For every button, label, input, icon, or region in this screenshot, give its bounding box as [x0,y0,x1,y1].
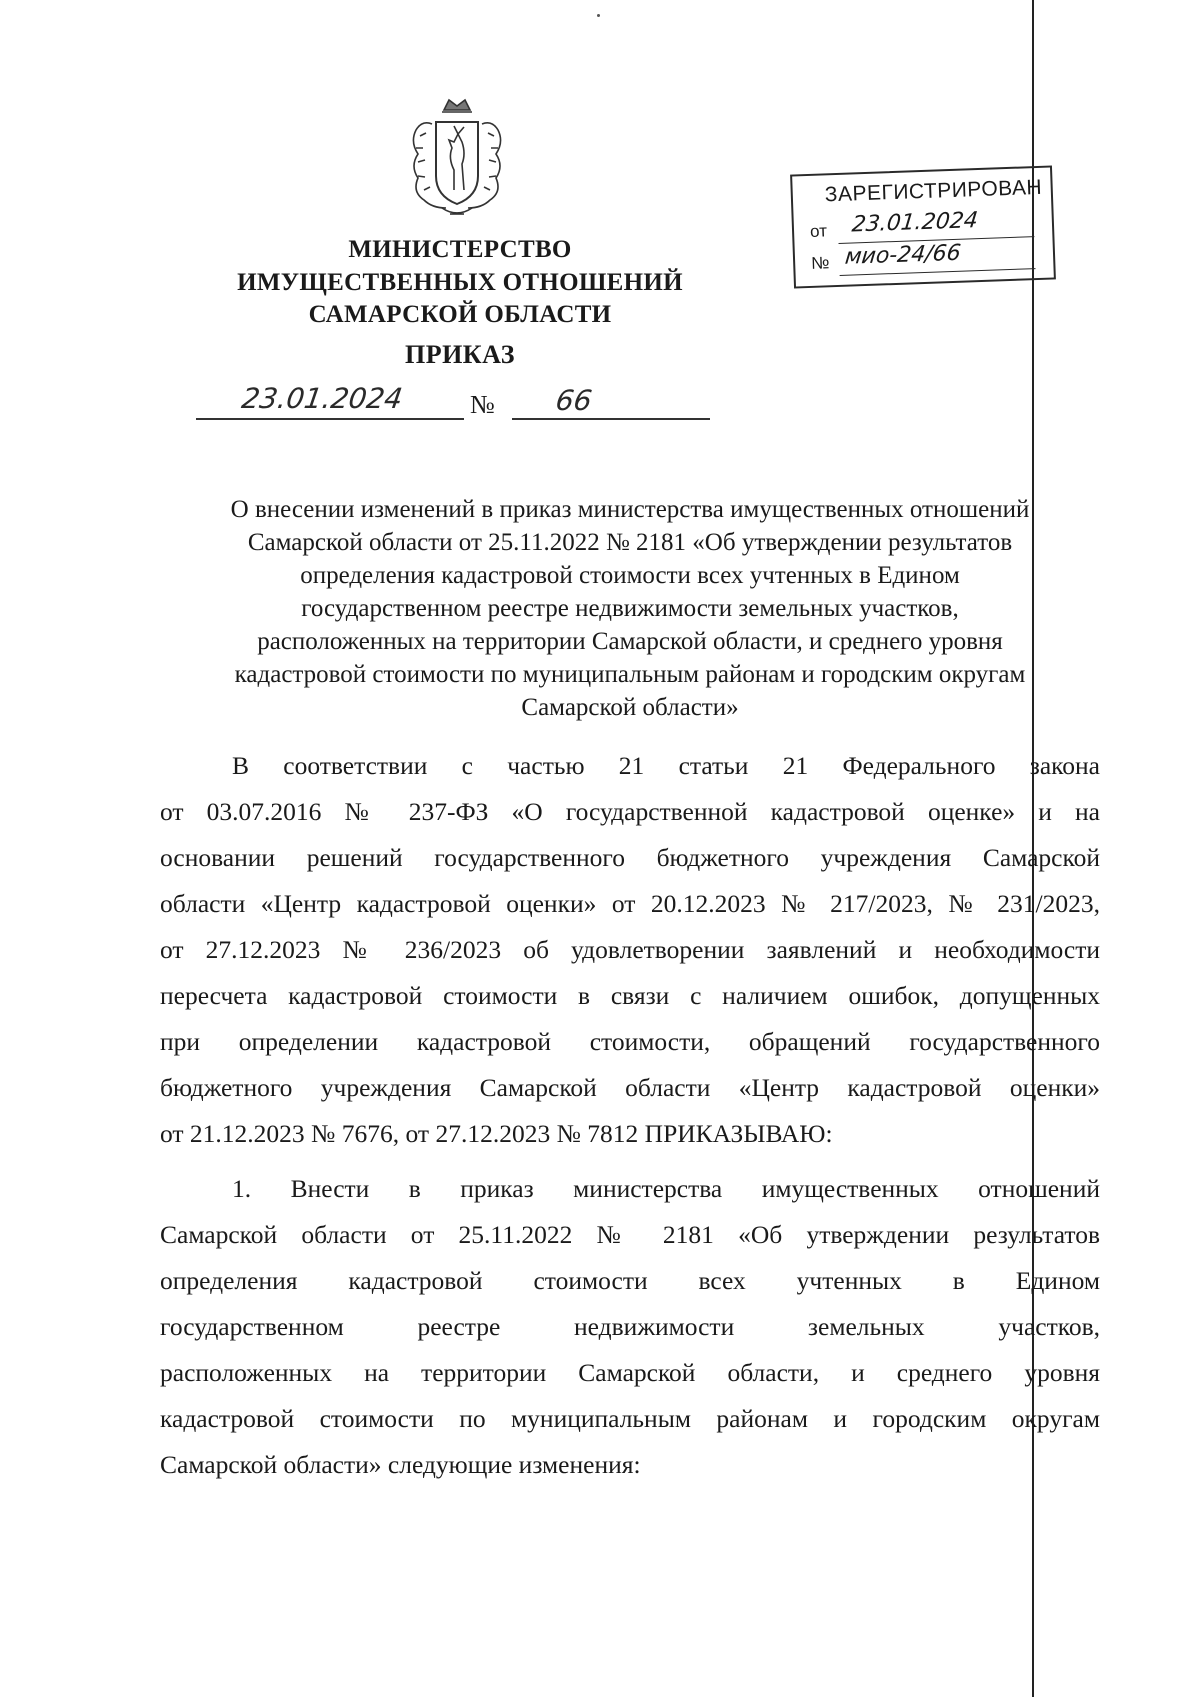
subject-line: расположенных на территории Самарской области, и среднего уровня [257,628,1003,655]
coat-of-arms-icon [402,96,512,224]
stamp-title: ЗАРЕГИСТРИРОВАН [824,175,1043,207]
body-line: определения кадастровой стоимости всех учтенных в Едином [160,1266,1100,1295]
body-line: В соответствии с частью 21 статьи 21 Федерального закона [232,751,1100,780]
body-line: от 03.07.2016 № 237-ФЗ «О государственной кадастровой оценке» и на [160,797,1100,826]
number-sign: № [470,390,495,419]
body-line: Самарской области от 25.11.2022 № 2181 «Об утверждении результатов [160,1220,1100,1249]
body-line: Самарской области» следующие изменения: [160,1450,641,1479]
subject-line: определения кадастровой стоимости всех учтенных в Едином [300,562,960,589]
order-date: 23.01.2024 [239,382,405,415]
body-line: государственном реестре недвижимости земельных участков, [160,1312,1100,1341]
body-line: от 27.12.2023 № 236/2023 об удовлетворении заявлений и необходимости [160,935,1100,964]
number-underline [512,418,710,420]
order-number: 66 [553,384,594,417]
body-line: при определении кадастровой стоимости, обращений государственного [160,1027,1100,1056]
body-line: от 21.12.2023 № 7676, от 27.12.2023 № 7812 ПРИКАЗЫВАЮ: [160,1119,833,1148]
subject-line: Самарской области» [521,694,739,721]
scan-speck [597,14,600,17]
ministry-name-line-3: САМАРСКОЙ ОБЛАСТИ [308,301,612,328]
body-line: расположенных на территории Самарской области, и среднего уровня [160,1358,1100,1387]
body-line: основании решений государственного бюджетного учреждения Самарской [160,843,1100,872]
document-type-title: ПРИКАЗ [404,340,516,369]
registration-stamp [790,165,1056,288]
stamp-number-value: мио-24/66 [843,240,962,270]
subject-line: кадастровой стоимости по муниципальным районам и городским округам [234,661,1026,688]
subject-line: государственном реестре недвижимости земельных участков, [301,595,959,622]
body-line: кадастровой стоимости по муниципальным районам и городским округам [160,1404,1100,1433]
stamp-from-value: 23.01.2024 [850,208,980,238]
stamp-from-label: от [809,221,828,241]
body-line: пересчета кадастровой стоимости в связи с наличием ошибок, допущенных [160,981,1100,1010]
body-line: области «Центр кадастровой оценки» от 20.12.2023 № 217/2023, № 231/2023, [160,889,1100,918]
body-line: бюджетного учреждения Самарской области «Центр кадастровой оценки» [160,1073,1100,1102]
subject-line: О внесении изменений в приказ министерства имущественных отношений [230,496,1030,523]
subject-line: Самарской области от 25.11.2022 № 2181 «Об утверждении результатов [247,529,1013,556]
ministry-name-line-2: ИМУЩЕСТВЕННЫХ ОТНОШЕНИЙ [237,269,683,296]
ministry-name-line-1: МИНИСТЕРСТВО [348,236,572,263]
stamp-number-underline [840,268,1036,276]
body-line: 1. Внести в приказ министерства имущественных отношений [232,1174,1100,1203]
date-underline [196,418,464,420]
stamp-number-label: № [810,253,830,273]
